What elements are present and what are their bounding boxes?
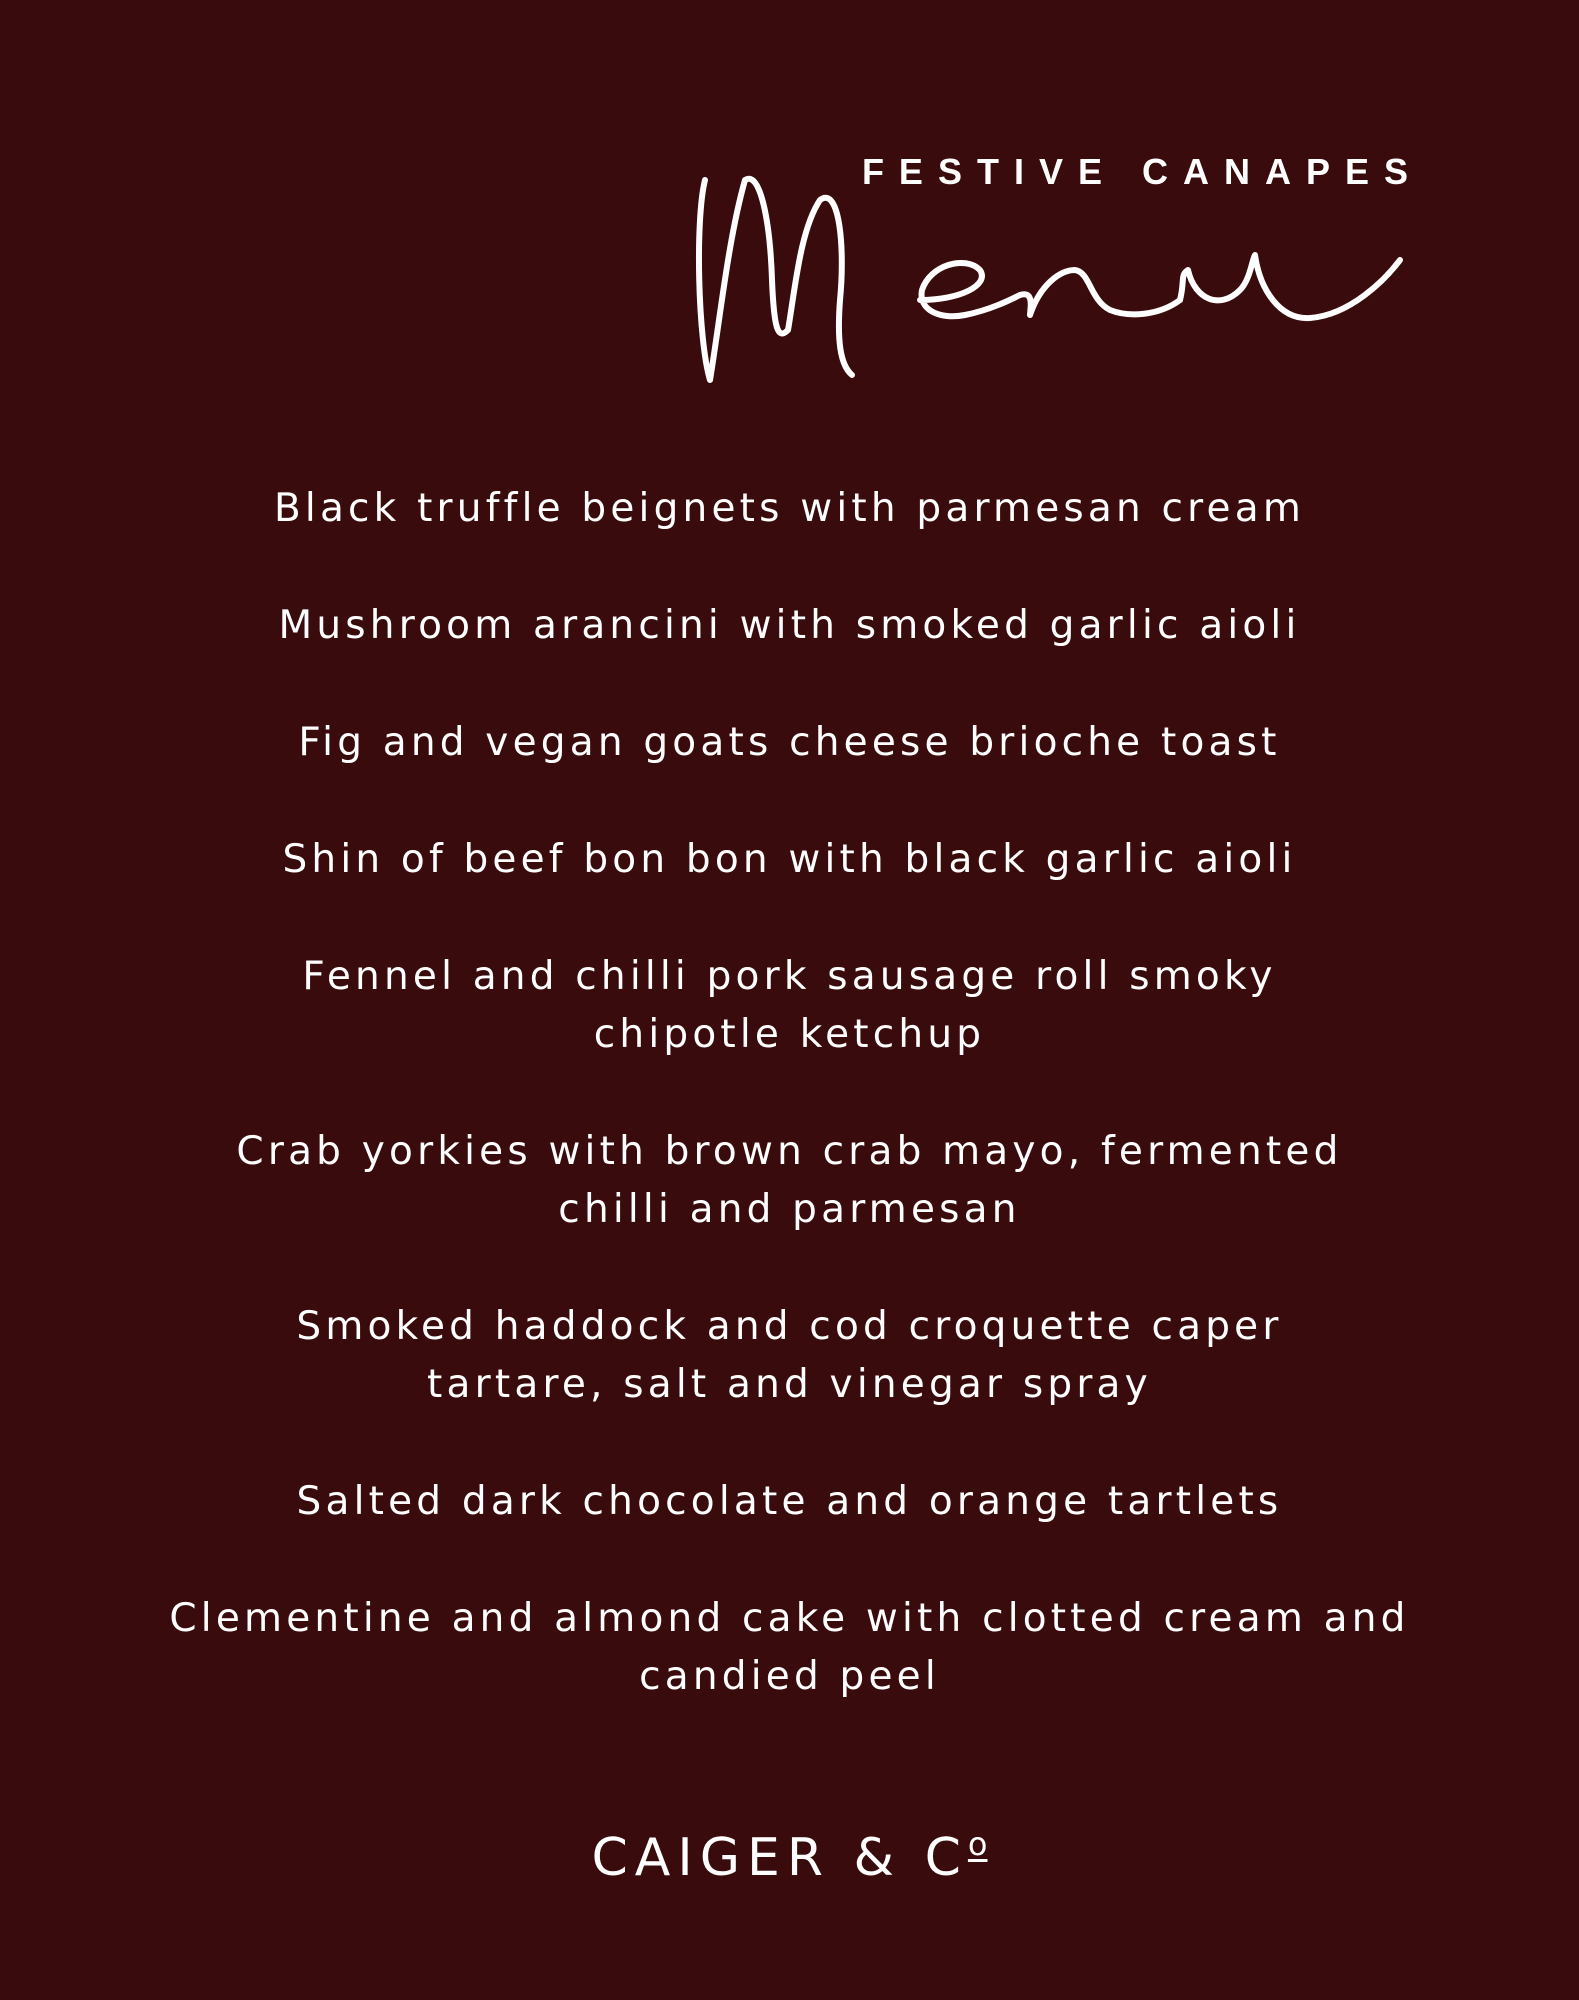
menu-item: Clementine and almond cake with clotted cream and candied peel [169, 1596, 1410, 1699]
menu-item: Salted dark chocolate and orange tartlets [296, 1479, 1283, 1524]
brand-name: CAIGER & C [591, 1828, 968, 1888]
brand-superscript: o [967, 1825, 988, 1863]
menu-item: Fennel and chilli pork sausage roll smoky chipotle ketchup [302, 954, 1277, 1057]
menu-item: Crab yorkies with brown crab mayo, fermented chilli and parmesan [236, 1129, 1343, 1232]
menu-item: Fig and vegan goats cheese brioche toast [298, 720, 1281, 765]
menu-script-title-art [690, 160, 1430, 390]
menu-items-list [150, 480, 1429, 1765]
menu-item: Shin of beef bon bon with black garlic aioli [282, 837, 1297, 882]
menu-item: Black truffle beignets with parmesan cream [273, 486, 1306, 531]
brand-logo [0, 1812, 1579, 1890]
menu-header [0, 0, 1579, 420]
menu-item: Mushroom arancini with smoked garlic aioli [278, 603, 1301, 648]
menu-subtitle: FESTIVE CANAPES [861, 151, 1423, 192]
menu-item: Smoked haddock and cod croquette caper tartare, salt and vinegar spray [296, 1304, 1283, 1407]
menu-script-title [690, 160, 1430, 390]
